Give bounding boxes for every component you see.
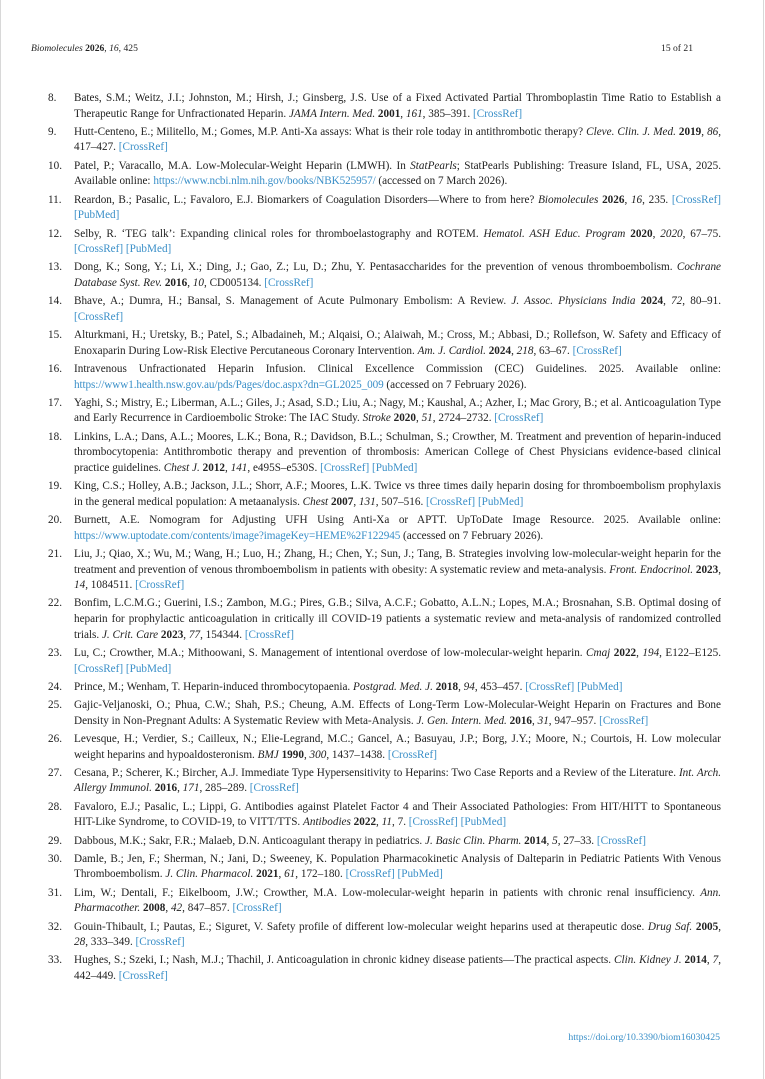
reference-year: 2024 (488, 344, 512, 357)
journal-volume: 16 (109, 43, 119, 54)
reference-journal: J. Assoc. Physicians India (511, 295, 636, 308)
reference-pages: 417–427. (74, 141, 116, 154)
reference-url-link[interactable]: https://www.uptodate.com/contents/image?imageKey=HEME%2F122945 (74, 529, 401, 542)
crossref-link[interactable]: [CrossRef] (572, 344, 622, 357)
crossref-link[interactable]: [CrossRef] (320, 461, 370, 474)
reference-text: Intravenous Unfractionated Heparin Infusion. Clinical Excellence Commission (CEC) Guidelines. 2025. Available online: (74, 363, 721, 375)
pubmed-link[interactable]: [PubMed] (460, 816, 507, 829)
reference-item: 12. Selby, R. ‘TEG talk’: Expanding clinical roles for thromboelastography and ROTEM. Hematol. ASH Educ. Program 2020, 2020, 67–75. [CrossRef] [PubMed] (48, 227, 722, 256)
crossref-link[interactable]: [CrossRef] (232, 902, 282, 915)
reference-journal: Cleve. Clin. J. Med. (586, 125, 676, 138)
reference-url-link[interactable]: https://www.ncbi.nlm.nih.gov/books/NBK525957/ (153, 175, 376, 188)
reference-pages: 453–457. (480, 680, 523, 693)
reference-text: Liu, J.; Qiao, X.; Wu, M.; Wang, H.; Luo, H.; Zhang, H.; Chen, Y.; Sun, J.; Tang, B. Strategies involving low-molecular-weight heparin for the treatment and prevention of venous thromboembolism in patients with obesity: A systematic review and meta-analysis. (74, 547, 721, 576)
reference-number: 33. (48, 954, 62, 967)
reference-pages: 333–349. (90, 936, 133, 949)
reference-number: 27. (48, 766, 62, 779)
crossref-link[interactable]: [CrossRef] (426, 495, 476, 508)
reference-text: Hutt-Centeno, E.; Militello, M.; Gomes, M.P. Anti-Xa assays: What is their role today in antithrombotic therapy? (74, 125, 584, 138)
reference-text: Dong, K.; Song, Y.; Li, X.; Ding, J.; Gao, Z.; Lu, D.; Zhu, Y. Pentasaccharides for the prevention of venous thromboembolism. (74, 261, 673, 274)
reference-number: 28. (48, 800, 62, 813)
reference-number: 26. (48, 732, 62, 745)
reference-journal: Postgrad. Med. J. (353, 680, 433, 693)
reference-pages: 507–516. (381, 495, 424, 508)
reference-text: Levesque, H.; Verdier, S.; Cailleux, N.; Elie-Legrand, M.C.; Gancel, A.; Basuyau, J.P.; Borg, J.Y.; Moore, N.; Courtois, H. Low molecular weight heparins and hypoaldosteronism. (74, 732, 721, 761)
reference-text: Hughes, S.; Szeki, I.; Nash, M.J.; Thachil, J. Anticoagulation in chronic kidney disease patients—The practical aspects. (74, 954, 612, 967)
reference-text: Reardon, B.; Pasalic, L.; Favaloro, E.J. Biomarkers of Coagulation Disorders—Where to from here? (74, 193, 535, 206)
reference-year: 2019 (678, 125, 702, 138)
reference-year: 2021 (256, 868, 279, 881)
reference-item: 30. Damle, B.; Jen, F.; Sherman, N.; Jani, D.; Sweeney, K. Population Pharmacokinetic Analysis of Dalteparin in Pediatric Patients With Venous Thromboembolism. J. Clin. Pharmacol. 2021, 61, 172–180. [CrossRef] [PubMed] (48, 852, 721, 881)
reference-text: Cesana, P.; Scherer, K.; Bircher, A.J. Immediate Type Hypersensitivity to Heparins: Two Case Reports and a Review of the Literature. (74, 766, 677, 779)
reference-text: Bonfim, L.C.M.G.; Guerini, I.S.; Zambon, M.G.; Pires, G.B.; Silva, A.C.F.; Gobatto, A.L.N.; Lopes, M.A.; Brosnahan, S.B. Optimal dosing of heparin for prophylactic anticoagulation in critically ill COVID-19 patients a systematic review and meta-analysis of randomized controlled trials. (74, 597, 721, 641)
reference-volume: 2020 (660, 227, 683, 240)
reference-volume: 218 (516, 344, 534, 357)
reference-volume: 51 (421, 412, 433, 425)
reference-text: Gajic-Veljanoski, O.; Phua, C.W.; Shah, P.S.; Cheung, A.M. Effects of Long-Term Low-Molecular-Weight Heparin on Fractures and Bone Density in Non-Pregnant Adults: A Systematic Review with Meta-Analysis. (74, 699, 721, 727)
crossref-link[interactable]: [CrossRef] (118, 970, 168, 983)
crossref-link[interactable]: [CrossRef] (596, 834, 646, 847)
crossref-link[interactable]: [CrossRef] (264, 276, 314, 289)
reference-number: 20. (48, 514, 62, 527)
reference-item: 9. Hutt-Centeno, E.; Militello, M.; Gomes, M.P. Anti-Xa assays: What is their role today in antithrombotic therapy? Cleve. Clin. J. Med. 2019, 86, 417–427. [CrossRef] (48, 125, 722, 154)
pubmed-link[interactable]: [PubMed] (577, 680, 623, 693)
reference-item (48, 159, 721, 190)
reference-text: King, C.S.; Holley, A.B.; Jackson, J.L.; Shorr, A.F.; Moores, L.K. Twice vs three times daily heparin dosing for thromboembolism prophylaxis in the general medical population: A metaanalysis. (74, 480, 721, 508)
reference-number: 23. (48, 646, 62, 659)
reference-journal: J. Basic Clin. Pharm. (425, 834, 522, 847)
reference-item: 11. Reardon, B.; Pasalic, L.; Favaloro, E.J. Biomarkers of Coagulation Disorders—Where to from here? Biomolecules 2026, 16, 235. [CrossRef] [PubMed] (48, 193, 722, 222)
reference-volume: 161 (405, 107, 423, 120)
reference-volume: 42 (170, 902, 183, 915)
reference-journal: Stroke (362, 412, 391, 425)
reference-journal: Chest J. (163, 461, 200, 474)
reference-number: 14. (48, 295, 62, 308)
reference-volume: 194 (642, 646, 660, 659)
reference-item: 18. Linkins, L.A.; Dans, A.L.; Moores, L.K.; Bona, R.; Davidson, B.L.; Schulman, S.; Crowther, M. Treatment and prevention of heparin-induced thrombocytopenia: Antithrombotic therapy and prevention of thrombosis: American College of Chest Physicians evidence-based clinical practice guidelines. Chest J. 2012, 141, e495S–e530S. [CrossRef] [PubMed] (48, 430, 721, 474)
reference-item: 14. Bhave, A.; Dumra, H.; Bansal, S. Management of Acute Pulmonary Embolism: A Review. J. Assoc. Physicians India 2024, 72, 80–91. [CrossRef] (48, 295, 721, 323)
reference-number: 15. (48, 329, 62, 342)
crossref-link[interactable]: [CrossRef] (74, 243, 124, 256)
reference-journal: Drug Saf. (647, 920, 693, 933)
reference-item (48, 362, 721, 393)
crossref-link[interactable]: [CrossRef] (135, 936, 185, 949)
reference-journal: Int. Arch. Allergy Immunol. (74, 766, 721, 795)
reference-journal: J. Crit. Care (101, 628, 159, 641)
reference-journal: J. Gen. Intern. Med. (416, 714, 507, 727)
reference-item: 19. King, C.S.; Holley, A.B.; Jackson, J.L.; Shorr, A.F.; Moores, L.K. Twice vs three times daily heparin dosing for thromboembolism prophylaxis in the general medical population: A metaanalysis. Chest 2007, 131, 507–516. [CrossRef] [PubMed] (48, 480, 721, 508)
reference-text: Linkins, L.A.; Dans, A.L.; Moores, L.K.; Bona, R.; Davidson, B.L.; Schulman, S.; Crowther, M. Treatment and prevention of heparin-induced thrombocytopenia: Antithrombotic therapy and prevention of thrombosis: American College of Chest Physicians evidence-based clinical practice guidelines. (74, 430, 721, 474)
reference-volume: 72 (671, 295, 683, 308)
reference-item: 21. Liu, J.; Qiao, X.; Wu, M.; Wang, H.; Luo, H.; Zhang, H.; Chen, Y.; Sun, J.; Tang, B. Strategies involving low-molecular-weight heparin for the treatment and prevention of venous thromboembolism in patients with obesity: A systematic review and meta-analysis. Front. Endocrinol. 2023, 14, 1084511. [CrossRef] (48, 547, 722, 592)
reference-item: 23. Lu, C.; Crowther, M.A.; Mithoowani, S. Management of intentional overdose of low-molecular-weight heparin. Cmaj 2022, 194, E122–E125. [CrossRef] [PubMed] (48, 646, 722, 675)
reference-volume: 11 (381, 816, 392, 829)
crossref-link[interactable]: [CrossRef] (494, 412, 544, 425)
reference-number: 24. (48, 680, 62, 693)
reference-volume: 171 (182, 782, 200, 795)
reference-item: 27. Cesana, P.; Scherer, K.; Bircher, A.J. Immediate Type Hypersensitivity to Heparins: Two Case Reports and a Review of the Literature. Int. Arch. Allergy Immunol. 2016, 171, 285–289. [CrossRef] (48, 766, 721, 795)
reference-text: Selby, R. ‘TEG talk’: Expanding clinical roles for thromboelastography and ROTEM. (74, 227, 479, 240)
reference-pages: 67–75. (690, 227, 722, 240)
reference-volume: 28 (74, 936, 86, 949)
reference-pages: e495S–e530S. (252, 461, 318, 474)
reference-text: Prince, M.; Wenham, T. Heparin-induced thrombocytopaenia. (74, 680, 351, 693)
page-right-edge (763, 0, 764, 1079)
reference-year: 2016 (154, 782, 178, 795)
reference-volume: 61 (284, 868, 296, 881)
reference-item: 24. Prince, M.; Wenham, T. Heparin-induced thrombocytopaenia. Postgrad. Med. J. 2018, 94, 453–457. [CrossRef] [PubMed] (48, 680, 721, 696)
crossref-link[interactable]: [CrossRef] (599, 714, 649, 727)
reference-pages: 1084511. (90, 579, 133, 592)
reference-item: 28. Favaloro, E.J.; Pasalic, L.; Lippi, G. Antibodies against Platelet Factor 4 and Their Associated Pathologies: From HIT/HITT to Spontaneous HIT-Like Syndrome, to COVID-19, to VITT/TTS. Antibodies 2022, 11, 7. [CrossRef] [PubMed] (48, 800, 721, 829)
crossref-link[interactable]: [CrossRef] (387, 748, 437, 761)
reference-volume: 7 (712, 954, 719, 967)
reference-year: 2024 (640, 295, 664, 308)
reference-year: 2008 (142, 902, 166, 915)
crossref-link[interactable]: [CrossRef] (74, 662, 124, 675)
reference-volume: 5 (552, 834, 558, 847)
crossref-link[interactable]: [CrossRef] (135, 579, 185, 592)
reference-year: 2026 (602, 193, 625, 206)
reference-volume: 16 (630, 193, 643, 206)
reference-number: 29. (48, 834, 62, 847)
reference-journal: Clin. Kidney J. (614, 954, 682, 967)
reference-year: 2023 (160, 628, 184, 641)
reference-text: Gouin-Thibault, I.; Pautas, E.; Siguret, V. Safety profile of different low-molecular weight heparins used at therapeutic dose. (74, 920, 645, 933)
reference-journal: BMJ (257, 748, 279, 761)
reference-volume: 31 (537, 714, 549, 727)
reference-pages: CD005134. (209, 276, 262, 289)
crossref-link[interactable]: [CrossRef] (345, 868, 395, 881)
reference-journal: Am. J. Cardiol. (417, 344, 486, 357)
reference-journal: Biomolecules (538, 193, 599, 206)
reference-publisher: ; StatPearls Publishing: Treasure Island, FL, USA, 2025. Available online: (74, 159, 722, 188)
reference-year: 2023 (695, 563, 719, 576)
reference-text: Favaloro, E.J.; Pasalic, L.; Lippi, G. Antibodies against Platelet Factor 4 and Their Associated Pathologies: From HIT/HITT to Spontaneous HIT-Like Syndrome, to COVID-19, to VITT/TTS. (74, 800, 721, 829)
reference-item: 17. Yaghi, S.; Mistry, E.; Liberman, A.L.; Giles, J.; Asad, S.D.; Liu, A.; Nagy, M.; Kaushal, A.; Azher, I.; Mac Grory, B.; et al. Anticoagulation Type and Early Recurrence in Cardioembolic Stroke: The IAC Study. Stroke 2020, 51, 2724–2732. [CrossRef] (48, 396, 721, 425)
reference-volume: 86 (707, 125, 719, 138)
pubmed-link[interactable]: [PubMed] (397, 868, 443, 881)
reference-journal: Ann. Pharmacother. (74, 886, 722, 915)
reference-pages: 172–180. (300, 868, 343, 881)
reference-number: 13. (48, 261, 62, 274)
reference-number: 11. (48, 193, 62, 206)
reference-volume: 14 (74, 579, 86, 592)
crossref-link[interactable]: [CrossRef] (525, 680, 575, 693)
reference-volume: 10 (192, 276, 204, 289)
reference-number: 8. (48, 92, 57, 104)
reference-item: 22. Bonfim, L.C.M.G.; Guerini, I.S.; Zambon, M.G.; Pires, G.B.; Silva, A.C.F.; Gobatto, A.L.N.; Lopes, M.A.; Brosnahan, S.B. Optimal dosing of heparin for prophylactic anticoagulation in critically ill COVID-19 patients a systematic review and meta-analysis of randomized controlled trials. J. Crit. Care 2023, 77, 154344. [CrossRef] (48, 597, 721, 641)
reference-item: 25. Gajic-Veljanoski, O.; Phua, C.W.; Shah, P.S.; Cheung, A.M. Effects of Long-Term Low-Molecular-Weight Heparin on Fractures and Bone Density in Non-Pregnant Adults: A Systematic Review with Meta-Analysis. J. Gen. Intern. Med. 2016, 31, 947–957. [CrossRef] (48, 699, 721, 727)
reference-text: Alturkmani, H.; Uretsky, B.; Patel, S.; Albadaineh, M.; Alqaisi, O.; Alaiwah, M.; Cross, M.; Abbasi, D.; Rollefson, W. Safety and Efficacy of Enoxaparin During Low-Risk Elective Percutaneous Coronary Intervention. (74, 329, 721, 357)
reference-year: 2001 (377, 107, 401, 120)
crossref-link[interactable]: [CrossRef] (671, 193, 722, 206)
reference-pages: 1437–1438. (331, 748, 386, 761)
reference-year: 2007 (330, 495, 354, 508)
reference-pages: 385–391. (428, 107, 471, 120)
reference-pages: 80–91. (690, 295, 721, 308)
reference-item: 15. Alturkmani, H.; Uretsky, B.; Patel, S.; Albadaineh, M.; Alqaisi, O.; Alaiwah, M.; Cross, M.; Abbasi, D.; Rollefson, W. Safety and Efficacy of Enoxaparin During Low-Risk Elective Percutaneous Coronary Intervention. Am. J. Cardiol. 2024, 218, 63–67. [CrossRef] (48, 329, 721, 357)
pubmed-link[interactable]: [PubMed] (125, 662, 172, 675)
reference-volume: 77 (188, 628, 201, 641)
reference-pages: 7. (397, 816, 406, 829)
reference-accessed: (accessed on 7 February 2026). (403, 529, 544, 542)
reference-number: 17. (48, 396, 62, 409)
reference-journal: Antibodies (303, 816, 351, 829)
reference-volume: 131 (358, 495, 376, 508)
reference-volume: 141 (230, 461, 248, 474)
reference-journal: Cmaj (586, 646, 611, 659)
reference-year: 2020 (393, 412, 416, 425)
reference-year: 2016 (509, 714, 533, 727)
reference-item: 33. Hughes, S.; Szeki, I.; Nash, M.J.; Thachil, J. Anticoagulation in chronic kidney disease patients—The practical aspects. Clin. Kidney J. 2014, 7, 442–449. [CrossRef] (48, 954, 722, 983)
reference-number: 18. (48, 430, 62, 443)
reference-number: 22. (48, 597, 62, 610)
article-number: 425 (123, 43, 138, 54)
reference-year: 2012 (202, 461, 225, 474)
reference-number: 31. (48, 886, 62, 899)
reference-item (48, 513, 721, 544)
reference-item: 26. Levesque, H.; Verdier, S.; Cailleux, N.; Elie-Legrand, M.C.; Gancel, A.; Basuyau, J.P.; Borg, J.Y.; Moore, N.; Courtois, H. Low molecular weight heparins and hypoaldosteronism. BMJ 1990, 300, 1437–1438. [CrossRef] (48, 732, 721, 761)
reference-number: 21. (48, 547, 62, 560)
reference-pages: 847–857. (187, 902, 230, 915)
reference-number: 25. (48, 699, 62, 712)
reference-year: 2020 (630, 227, 653, 240)
reference-item: 32. Gouin-Thibault, I.; Pautas, E.; Siguret, V. Safety profile of different low-molecular weight heparins used at therapeutic dose. Drug Saf. 2005, 28, 333–349. [CrossRef] (48, 920, 722, 949)
pubmed-link[interactable]: [PubMed] (477, 495, 524, 508)
reference-text: Bhave, A.; Dumra, H.; Bansal, S. Management of Acute Pulmonary Embolism: A Review. (74, 295, 507, 308)
reference-pages: 154344. (205, 628, 243, 641)
pubmed-link[interactable]: [PubMed] (371, 461, 418, 474)
crossref-link[interactable]: [CrossRef] (118, 141, 168, 154)
reference-item: 29. Dabbous, M.K.; Sakr, F.R.; Malaeb, D.N. Anticoagulant therapy in pediatrics. J. Basic Clin. Pharm. 2014, 5, 27–33. [CrossRef] (48, 834, 721, 850)
reference-year: 2014 (524, 834, 547, 847)
page-left-edge (0, 0, 1, 1079)
reference-journal: Cochrane Database Syst. Rev. (74, 261, 721, 289)
journal-year: 2026 (85, 43, 105, 54)
page-number: 15 of 21 (661, 43, 693, 54)
reference-journal: J. Clin. Pharmacol. (165, 868, 254, 881)
reference-year: 2022 (353, 816, 377, 829)
reference-year: 2014 (684, 954, 707, 967)
reference-text: Damle, B.; Jen, F.; Sherman, N.; Jani, D.; Sweeney, K. Population Pharmacokinetic Analysis of Dalteparin in Pediatric Patients With Venous Thromboembolism. (74, 852, 721, 881)
reference-item: 13. Dong, K.; Song, Y.; Li, X.; Ding, J.; Gao, Z.; Lu, D.; Zhu, Y. Pentasaccharides for the prevention of venous thromboembolism. Cochrane Database Syst. Rev. 2016, 10, CD005134. [CrossRef] (48, 261, 721, 289)
doi-link[interactable]: https://doi.org/10.3390/biom16030425 (568, 1032, 720, 1043)
reference-pages: E122–E125. (665, 646, 722, 659)
reference-list (48, 91, 721, 987)
reference-year: 2022 (613, 646, 637, 659)
crossref-link[interactable]: [CrossRef] (244, 628, 294, 641)
reference-year: 2005 (695, 920, 719, 933)
reference-journal: JAMA Intern. Med. (288, 107, 376, 120)
reference-item: 31. Lim, W.; Dentali, F.; Eikelboom, J.W.; Crowther, M.A. Low-molecular-weight heparin in patients with chronic renal insufficiency. Ann. Pharmacother. 2008, 42, 847–857. [CrossRef] (48, 886, 722, 915)
crossref-link[interactable]: [CrossRef] (249, 782, 299, 795)
reference-number: 30. (48, 852, 62, 865)
reference-accessed: (accessed on 7 March 2026). (378, 175, 508, 188)
reference-number: 12. (48, 227, 62, 240)
reference-volume: 300 (309, 748, 327, 761)
pubmed-link[interactable]: [PubMed] (74, 209, 120, 222)
reference-text: Bates, S.M.; Weitz, J.I.; Johnston, M.; Hirsh, J.; Ginsberg, J.S. Use of a Fixed Activated Partial Thromboplastin Time Ratio to Establish a Therapeutic Range for Unfractionated Heparin. (74, 92, 721, 120)
journal-citation: Biomolecules 2026, 16, 425 (31, 43, 138, 54)
reference-number: 32. (48, 920, 62, 933)
reference-journal: Hematol. ASH Educ. Program (483, 227, 626, 240)
reference-text: Lim, W.; Dentali, F.; Eikelboom, J.W.; Crowther, M.A. Low-molecular-weight heparin in patients with chronic renal insufficiency. (74, 886, 695, 899)
journal-name: Biomolecules (31, 43, 83, 54)
reference-year: 1990 (281, 748, 304, 761)
reference-book-title: StatPearls (410, 159, 457, 172)
reference-pages: 442–449. (74, 970, 116, 983)
reference-pages: 285–289. (205, 782, 247, 795)
reference-text: Dabbous, M.K.; Sakr, F.R.; Malaeb, D.N. Anticoagulant therapy in pediatrics. (74, 834, 423, 847)
reference-year: 2016 (164, 276, 188, 289)
reference-journal: Front. Endocrinol. (609, 563, 694, 576)
reference-pages: 235. (648, 193, 669, 206)
reference-number: 19. (48, 480, 62, 493)
pubmed-link[interactable]: [PubMed] (125, 243, 172, 256)
reference-text: Lu, C.; Crowther, M.A.; Mithoowani, S. Management of intentional overdose of low-molecular-weight heparin. (74, 646, 583, 659)
crossref-link[interactable]: [CrossRef] (473, 107, 523, 120)
reference-accessed: (accessed on 7 February 2026). (386, 378, 527, 391)
reference-pages: 947–957. (554, 714, 597, 727)
reference-text: Patel, P.; Varacallo, M.A. Low-Molecular-Weight Heparin (LMWH). In (74, 159, 406, 172)
reference-pages: 2724–2732. (438, 412, 492, 425)
crossref-link[interactable]: [CrossRef] (408, 816, 458, 829)
reference-number: 9. (48, 125, 57, 138)
reference-volume: 94 (463, 680, 475, 693)
reference-text: Yaghi, S.; Mistry, E.; Liberman, A.L.; Giles, J.; Asad, S.D.; Liu, A.; Nagy, M.; Kaushal, A.; Azher, I.; Mac Grory, B.; et al. Anticoagulation Type and Early Recurrence in Cardioembolic Stroke: The IAC Study. (74, 396, 721, 425)
reference-year: 2018 (435, 680, 459, 693)
reference-number: 10. (48, 159, 62, 172)
reference-journal: Chest (302, 495, 329, 508)
running-header (31, 43, 693, 57)
reference-text: Burnett, A.E. Nomogram for Adjusting UFH Using Anti-Xa or APTT. UpToDate Image Resource. 2025. Available online: (74, 514, 721, 527)
reference-pages: 27–33. (563, 834, 595, 847)
reference-pages: 63–67. (539, 344, 570, 357)
crossref-link[interactable]: [CrossRef] (74, 310, 124, 323)
reference-item: 8. Bates, S.M.; Weitz, J.I.; Johnston, M.; Hirsh, J.; Ginsberg, J.S. Use of a Fixed Activated Partial Thromboplastin Time Ratio to Establish a Therapeutic Range for Unfractionated Heparin. JAMA Intern. Med. 2001, 161, 385–391. [CrossRef] (48, 92, 721, 120)
reference-number: 16. (48, 363, 62, 375)
reference-url-link[interactable]: https://www1.health.nsw.gov.au/pds/Pages/doc.aspx?dn=GL2025_009 (74, 378, 384, 391)
